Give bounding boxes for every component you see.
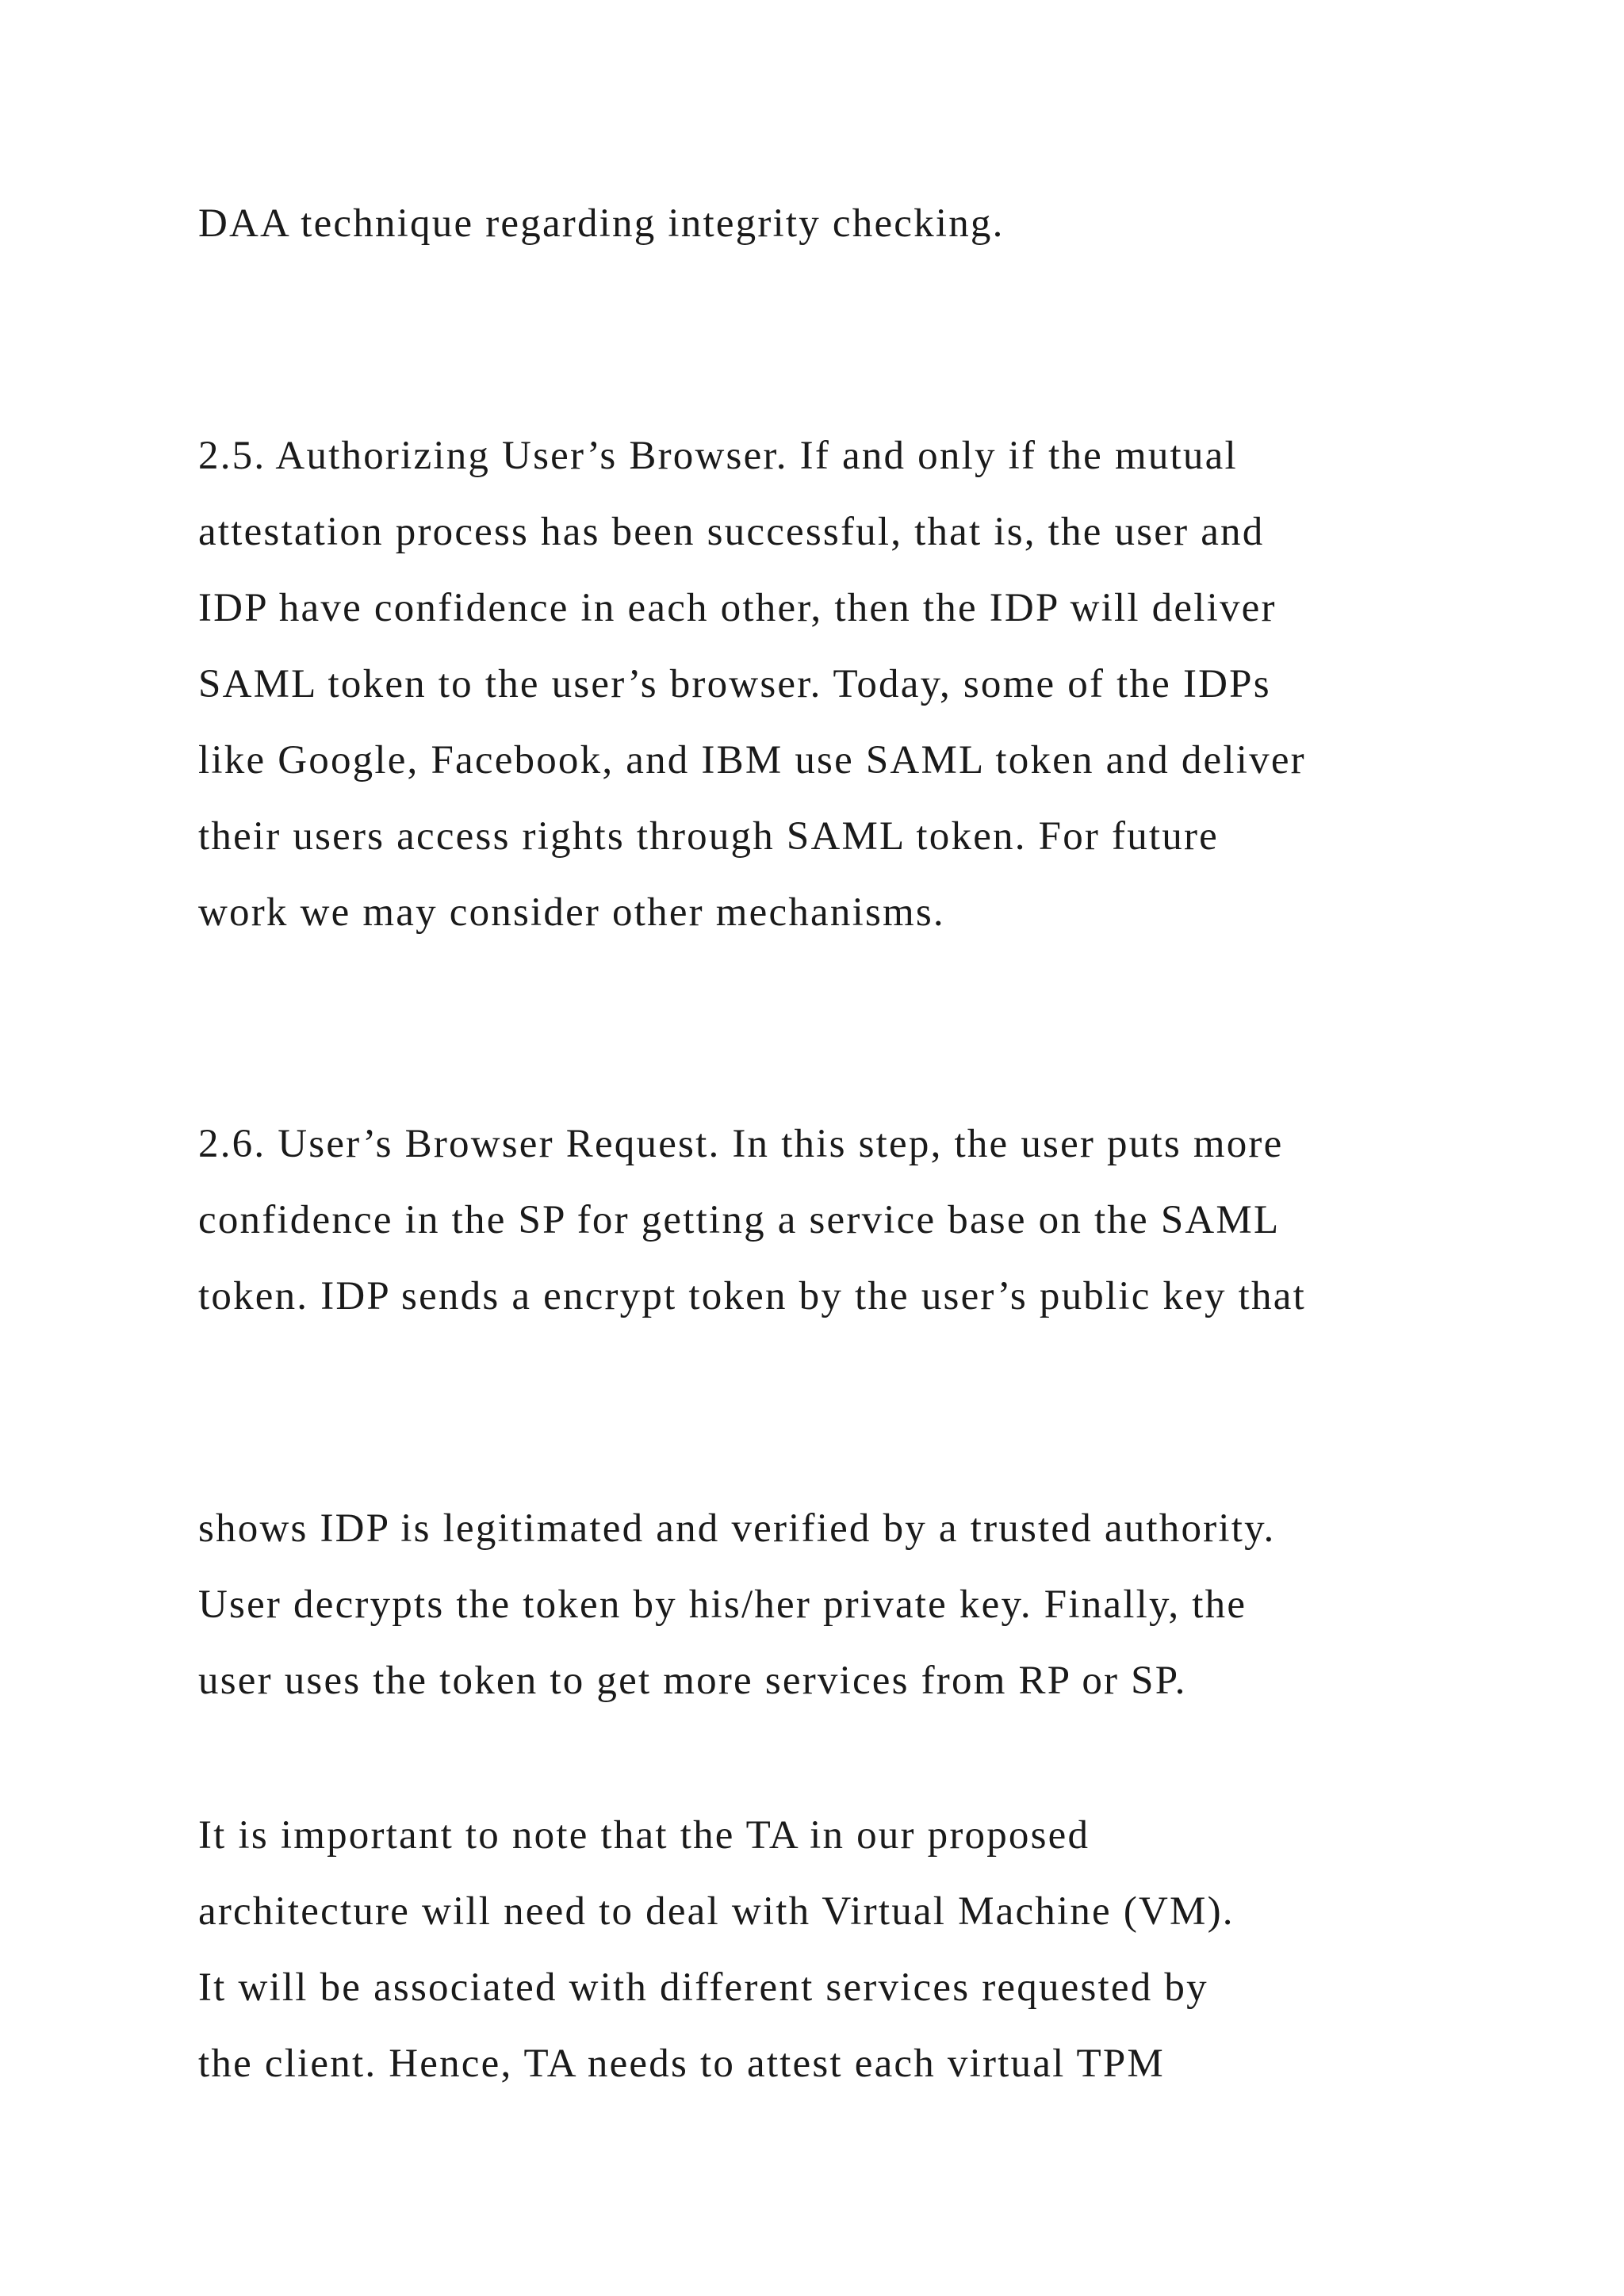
- text-line: like Google, Facebook, and IBM use SAML token and deliver: [198, 738, 1306, 783]
- text-line: 2.5. Authorizing User’s Browser. If and only if the mutual: [198, 434, 1238, 478]
- text-line: 2.6. User’s Browser Request. In this step, the user puts more: [198, 1122, 1284, 1166]
- text-line: work we may consider other mechanisms.: [198, 890, 945, 935]
- text-line: attestation process has been successful, that is, the user and: [198, 510, 1265, 554]
- text-line: shows IDP is legitimated and verified by a trusted authority.: [198, 1506, 1276, 1551]
- text-line: confidence in the SP for getting a service base on the SAML: [198, 1198, 1281, 1242]
- text-line: IDP have confidence in each other, then the IDP will deliver: [198, 586, 1277, 630]
- text-line: the client. Hence, TA needs to attest each virtual TPM: [198, 2042, 1165, 2086]
- text-line: their users access rights through SAML token. For future: [198, 814, 1220, 859]
- text-line: DAA technique regarding integrity checking.: [198, 201, 1005, 246]
- text-line: SAML token to the user’s browser. Today, some of the IDPs: [198, 662, 1271, 706]
- text-line: It is important to note that the TA in our proposed: [198, 1813, 1090, 1858]
- text-line: user uses the token to get more services from RP or SP.: [198, 1659, 1187, 1703]
- text-line: token. IDP sends a encrypt token by the user’s public key that: [198, 1274, 1306, 1318]
- text-line: User decrypts the token by his/her private key. Finally, the: [198, 1582, 1247, 1627]
- text-line: It will be associated with different services requested by: [198, 1965, 1208, 2010]
- text-line: architecture will need to deal with Virtual Machine (VM).: [198, 1889, 1235, 1934]
